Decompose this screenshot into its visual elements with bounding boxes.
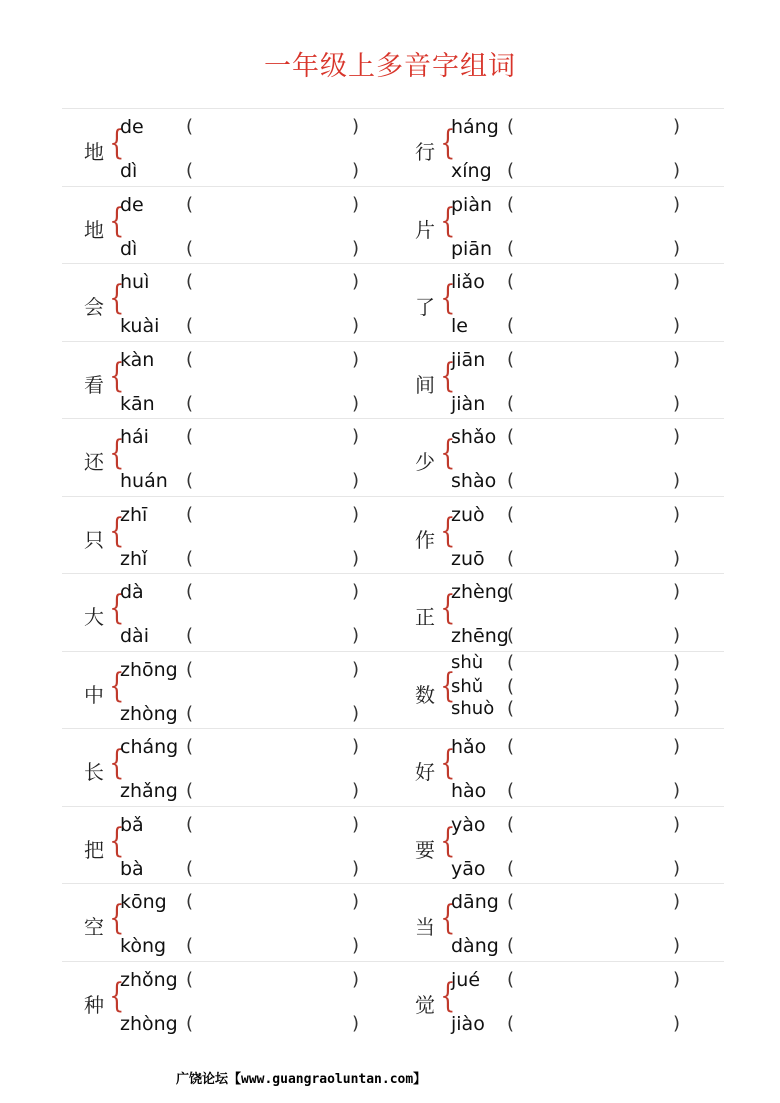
pinyin: dì bbox=[120, 237, 138, 260]
reading-entry bbox=[451, 115, 711, 139]
close-paren: ) bbox=[352, 392, 360, 414]
close-paren: ) bbox=[352, 160, 360, 181]
open-paren: ( bbox=[507, 315, 515, 336]
character: 觉 bbox=[415, 992, 435, 1017]
word-row bbox=[62, 728, 724, 806]
close-paren: ) bbox=[673, 968, 681, 990]
reading-entry bbox=[451, 547, 711, 571]
word-row bbox=[62, 418, 724, 496]
brace-mark: { bbox=[109, 665, 125, 706]
pinyin: xíng bbox=[451, 160, 492, 182]
reading-entry bbox=[120, 392, 380, 416]
open-paren: ( bbox=[507, 237, 515, 259]
close-paren: ) bbox=[352, 968, 360, 990]
brace-mark: { bbox=[109, 355, 125, 396]
brace-mark: { bbox=[440, 355, 456, 396]
close-paren: ) bbox=[673, 271, 681, 292]
pinyin: dì bbox=[120, 160, 138, 182]
open-paren: ( bbox=[186, 968, 194, 990]
character: 只 bbox=[84, 527, 104, 552]
word-row bbox=[62, 496, 724, 574]
brace-mark: { bbox=[109, 433, 125, 473]
pinyin: huì bbox=[120, 271, 150, 293]
brace-mark: { bbox=[440, 898, 456, 938]
open-paren: ( bbox=[507, 271, 515, 292]
pinyin: huán bbox=[120, 470, 168, 492]
polyphone-item bbox=[62, 187, 393, 264]
character: 了 bbox=[415, 295, 435, 319]
close-paren: ) bbox=[352, 1012, 360, 1034]
reading-entry bbox=[120, 1012, 380, 1036]
close-paren: ) bbox=[673, 651, 681, 673]
open-paren: ( bbox=[507, 675, 515, 697]
pinyin: jiào bbox=[451, 1012, 485, 1035]
polyphone-item bbox=[393, 574, 724, 651]
character: 长 bbox=[84, 760, 104, 784]
open-paren: ( bbox=[186, 348, 194, 370]
open-paren: ( bbox=[507, 547, 515, 569]
pinyin: liǎo bbox=[451, 271, 485, 293]
pinyin: de bbox=[120, 116, 144, 138]
pinyin: hào bbox=[451, 780, 487, 802]
open-paren: ( bbox=[507, 193, 515, 215]
reading-entry bbox=[120, 503, 380, 527]
open-paren: ( bbox=[507, 1012, 515, 1034]
character: 还 bbox=[84, 450, 104, 474]
reading-entry bbox=[451, 675, 711, 699]
word-row bbox=[62, 573, 724, 651]
close-paren: ) bbox=[352, 470, 360, 491]
close-paren: ) bbox=[673, 547, 681, 569]
polyphone-item bbox=[393, 109, 724, 186]
reading-entry bbox=[451, 469, 711, 493]
close-paren: ) bbox=[673, 348, 681, 370]
close-paren: ) bbox=[673, 697, 681, 719]
reading-entry bbox=[451, 580, 711, 604]
character: 片 bbox=[415, 217, 435, 242]
close-paren: ) bbox=[352, 503, 360, 525]
close-paren: ) bbox=[673, 813, 681, 835]
close-paren: ) bbox=[673, 891, 681, 912]
word-row bbox=[62, 961, 724, 1039]
open-paren: ( bbox=[186, 392, 194, 414]
close-paren: ) bbox=[352, 426, 360, 447]
close-paren: ) bbox=[352, 857, 360, 879]
reading-entry bbox=[120, 237, 380, 261]
brace-mark: { bbox=[440, 278, 456, 318]
polyphone-item bbox=[62, 962, 393, 1039]
pinyin: háng bbox=[451, 116, 499, 138]
pinyin: zuō bbox=[451, 547, 485, 570]
close-paren: ) bbox=[673, 736, 681, 757]
reading-entry bbox=[120, 547, 380, 571]
polyphone-item bbox=[62, 264, 393, 341]
pinyin: dài bbox=[120, 625, 149, 647]
pinyin: jué bbox=[451, 968, 481, 991]
brace-mark: { bbox=[440, 588, 456, 628]
brace-mark: { bbox=[109, 123, 125, 163]
open-paren: ( bbox=[186, 470, 194, 491]
reading-entry bbox=[120, 580, 380, 604]
polyphone-item bbox=[62, 109, 393, 186]
open-paren: ( bbox=[186, 503, 194, 525]
pinyin: zhǎng bbox=[120, 780, 178, 802]
polyphone-item bbox=[393, 419, 724, 496]
pinyin: shuò bbox=[451, 697, 495, 719]
pinyin: jiàn bbox=[451, 392, 486, 415]
reading-entry bbox=[451, 779, 711, 803]
word-row bbox=[62, 806, 724, 884]
pinyin: cháng bbox=[120, 736, 179, 758]
reading-entry bbox=[451, 735, 711, 759]
brace-mark: { bbox=[109, 743, 125, 783]
polyphone-item bbox=[393, 342, 724, 419]
open-paren: ( bbox=[186, 116, 194, 137]
close-paren: ) bbox=[673, 675, 681, 697]
reading-entry bbox=[120, 624, 380, 648]
reading-entry bbox=[120, 857, 380, 881]
polyphone-item bbox=[62, 884, 393, 961]
reading-entry bbox=[451, 651, 711, 675]
word-row bbox=[62, 883, 724, 961]
pinyin: dàng bbox=[451, 935, 499, 957]
close-paren: ) bbox=[673, 1012, 681, 1034]
pinyin: kòng bbox=[120, 935, 167, 957]
character: 作 bbox=[415, 527, 435, 552]
pinyin: hǎo bbox=[451, 736, 487, 758]
pinyin: kān bbox=[120, 392, 155, 415]
polyphone-item bbox=[62, 497, 393, 574]
word-row bbox=[62, 651, 724, 729]
reading-entry bbox=[120, 348, 380, 372]
reading-entry bbox=[451, 890, 711, 914]
close-paren: ) bbox=[673, 857, 681, 879]
polyphone-grid bbox=[62, 108, 724, 1038]
word-row bbox=[62, 186, 724, 264]
close-paren: ) bbox=[673, 470, 681, 491]
character: 当 bbox=[415, 915, 435, 939]
open-paren: ( bbox=[186, 1012, 194, 1034]
pinyin: zhòng bbox=[120, 1012, 178, 1035]
character: 地 bbox=[84, 140, 104, 164]
open-paren: ( bbox=[507, 392, 515, 414]
open-paren: ( bbox=[186, 160, 194, 181]
pinyin: le bbox=[451, 315, 468, 337]
character: 种 bbox=[84, 992, 104, 1017]
reading-entry bbox=[451, 392, 711, 416]
pinyin: piàn bbox=[451, 193, 493, 216]
brace-mark: { bbox=[440, 820, 456, 861]
character: 空 bbox=[84, 915, 104, 939]
word-row bbox=[62, 341, 724, 419]
brace-mark: { bbox=[440, 743, 456, 783]
polyphone-item bbox=[62, 342, 393, 419]
pinyin: kōng bbox=[120, 891, 167, 913]
polyphone-item bbox=[62, 729, 393, 806]
open-paren: ( bbox=[186, 547, 194, 569]
close-paren: ) bbox=[352, 780, 360, 801]
open-paren: ( bbox=[186, 736, 194, 757]
close-paren: ) bbox=[673, 160, 681, 181]
character: 中 bbox=[84, 682, 104, 707]
brace-mark: { bbox=[440, 200, 456, 241]
page-title: 一年级上多音字组词 bbox=[264, 51, 516, 82]
pinyin: zhōng bbox=[120, 658, 178, 681]
pinyin: dāng bbox=[451, 891, 499, 913]
reading-entry bbox=[120, 934, 380, 958]
reading-entry bbox=[451, 934, 711, 958]
open-paren: ( bbox=[507, 736, 515, 757]
open-paren: ( bbox=[186, 935, 194, 956]
close-paren: ) bbox=[352, 625, 360, 646]
open-paren: ( bbox=[507, 935, 515, 956]
reading-entry bbox=[120, 425, 380, 449]
close-paren: ) bbox=[352, 813, 360, 835]
close-paren: ) bbox=[673, 935, 681, 956]
pinyin: zhēng bbox=[451, 625, 509, 647]
polyphone-item bbox=[62, 807, 393, 884]
polyphone-item bbox=[62, 574, 393, 651]
close-paren: ) bbox=[673, 315, 681, 336]
open-paren: ( bbox=[507, 625, 515, 646]
polyphone-item bbox=[393, 264, 724, 341]
reading-entry bbox=[120, 968, 380, 992]
character: 好 bbox=[415, 760, 435, 784]
pinyin: shào bbox=[451, 470, 497, 492]
pinyin: zuò bbox=[451, 503, 485, 526]
brace-mark: { bbox=[109, 820, 125, 861]
close-paren: ) bbox=[673, 581, 681, 602]
pinyin: hái bbox=[120, 426, 149, 448]
open-paren: ( bbox=[186, 271, 194, 292]
pinyin: zhī bbox=[120, 503, 148, 526]
open-paren: ( bbox=[507, 651, 515, 673]
reading-entry bbox=[451, 813, 711, 837]
polyphone-item bbox=[393, 884, 724, 961]
brace-mark: { bbox=[440, 433, 456, 473]
pinyin: dà bbox=[120, 581, 144, 603]
open-paren: ( bbox=[507, 581, 515, 602]
character: 会 bbox=[84, 295, 104, 319]
reading-entry bbox=[120, 813, 380, 837]
open-paren: ( bbox=[186, 813, 194, 835]
open-paren: ( bbox=[507, 116, 515, 137]
reading-entry bbox=[451, 193, 711, 217]
open-paren: ( bbox=[507, 348, 515, 370]
open-paren: ( bbox=[186, 193, 194, 215]
close-paren: ) bbox=[352, 658, 360, 680]
polyphone-item bbox=[62, 419, 393, 496]
reading-entry bbox=[120, 735, 380, 759]
pinyin: yāo bbox=[451, 857, 486, 880]
reading-entry bbox=[451, 314, 711, 338]
reading-entry bbox=[120, 159, 380, 183]
reading-entry bbox=[451, 425, 711, 449]
close-paren: ) bbox=[352, 736, 360, 757]
close-paren: ) bbox=[673, 193, 681, 215]
open-paren: ( bbox=[507, 426, 515, 447]
polyphone-item bbox=[62, 652, 393, 729]
close-paren: ) bbox=[352, 891, 360, 912]
brace-mark: { bbox=[109, 278, 125, 318]
pinyin: jiān bbox=[451, 348, 486, 371]
polyphone-item bbox=[393, 729, 724, 806]
pinyin: yào bbox=[451, 813, 486, 836]
close-paren: ) bbox=[673, 237, 681, 259]
footer-source: 广饶论坛【www.guangraoluntan.com】 bbox=[176, 1072, 427, 1087]
polyphone-item bbox=[393, 187, 724, 264]
character: 地 bbox=[84, 217, 104, 242]
reading-entry bbox=[120, 702, 380, 726]
reading-entry bbox=[451, 968, 711, 992]
character: 看 bbox=[84, 372, 104, 397]
reading-entry bbox=[120, 779, 380, 803]
reading-entry bbox=[120, 270, 380, 294]
pinyin: zhǒng bbox=[120, 968, 178, 991]
open-paren: ( bbox=[507, 697, 515, 719]
polyphone-item bbox=[393, 962, 724, 1039]
reading-entry bbox=[120, 115, 380, 139]
reading-entry bbox=[451, 624, 711, 648]
character: 行 bbox=[415, 140, 435, 164]
reading-entry bbox=[451, 857, 711, 881]
open-paren: ( bbox=[507, 470, 515, 491]
polyphone-item bbox=[393, 807, 724, 884]
word-row bbox=[62, 108, 724, 186]
open-paren: ( bbox=[507, 813, 515, 835]
brace-mark: { bbox=[109, 975, 125, 1016]
pinyin: shǔ bbox=[451, 675, 484, 697]
character: 数 bbox=[415, 682, 435, 707]
open-paren: ( bbox=[186, 891, 194, 912]
pinyin: piān bbox=[451, 237, 493, 260]
close-paren: ) bbox=[352, 581, 360, 602]
reading-entry bbox=[120, 193, 380, 217]
open-paren: ( bbox=[186, 780, 194, 801]
close-paren: ) bbox=[352, 348, 360, 370]
close-paren: ) bbox=[352, 702, 360, 724]
reading-entry bbox=[451, 1012, 711, 1036]
pinyin: bǎ bbox=[120, 813, 144, 836]
reading-entry bbox=[451, 237, 711, 261]
reading-entry bbox=[451, 503, 711, 527]
pinyin: kàn bbox=[120, 348, 155, 371]
pinyin: shǎo bbox=[451, 426, 497, 448]
pinyin: zhǐ bbox=[120, 547, 148, 570]
close-paren: ) bbox=[352, 271, 360, 292]
close-paren: ) bbox=[352, 935, 360, 956]
open-paren: ( bbox=[507, 891, 515, 912]
close-paren: ) bbox=[673, 625, 681, 646]
close-paren: ) bbox=[352, 315, 360, 336]
brace-mark: { bbox=[109, 588, 125, 628]
reading-entry bbox=[451, 348, 711, 372]
pinyin: bà bbox=[120, 857, 144, 880]
character: 要 bbox=[415, 837, 435, 862]
open-paren: ( bbox=[186, 426, 194, 447]
brace-mark: { bbox=[440, 510, 456, 551]
close-paren: ) bbox=[673, 392, 681, 414]
open-paren: ( bbox=[186, 315, 194, 336]
pinyin: shù bbox=[451, 651, 484, 673]
open-paren: ( bbox=[186, 658, 194, 680]
close-paren: ) bbox=[352, 547, 360, 569]
close-paren: ) bbox=[352, 116, 360, 137]
open-paren: ( bbox=[186, 857, 194, 879]
open-paren: ( bbox=[186, 581, 194, 602]
open-paren: ( bbox=[186, 237, 194, 259]
brace-mark: { bbox=[109, 200, 125, 241]
word-row bbox=[62, 263, 724, 341]
pinyin: de bbox=[120, 193, 144, 216]
close-paren: ) bbox=[352, 237, 360, 259]
open-paren: ( bbox=[186, 702, 194, 724]
close-paren: ) bbox=[673, 503, 681, 525]
character: 少 bbox=[415, 450, 435, 474]
polyphone-item bbox=[393, 497, 724, 574]
polyphone-item bbox=[393, 652, 724, 729]
reading-entry bbox=[451, 159, 711, 183]
open-paren: ( bbox=[507, 503, 515, 525]
brace-mark: { bbox=[440, 975, 456, 1016]
character: 大 bbox=[84, 605, 104, 629]
character: 把 bbox=[84, 837, 104, 862]
brace-mark: { bbox=[440, 665, 456, 706]
close-paren: ) bbox=[673, 780, 681, 801]
character: 间 bbox=[415, 372, 435, 397]
pinyin: kuài bbox=[120, 315, 160, 337]
reading-entry bbox=[120, 890, 380, 914]
pinyin: zhèng bbox=[451, 581, 509, 603]
reading-entry bbox=[120, 469, 380, 493]
brace-mark: { bbox=[109, 510, 125, 551]
open-paren: ( bbox=[507, 857, 515, 879]
reading-entry bbox=[120, 314, 380, 338]
reading-entry bbox=[451, 697, 711, 721]
pinyin: zhòng bbox=[120, 702, 178, 725]
reading-entry bbox=[451, 270, 711, 294]
open-paren: ( bbox=[507, 968, 515, 990]
close-paren: ) bbox=[352, 193, 360, 215]
open-paren: ( bbox=[507, 160, 515, 181]
open-paren: ( bbox=[186, 625, 194, 646]
close-paren: ) bbox=[673, 116, 681, 137]
reading-entry bbox=[120, 658, 380, 682]
brace-mark: { bbox=[109, 898, 125, 938]
brace-mark: { bbox=[440, 123, 456, 163]
character: 正 bbox=[415, 605, 435, 629]
open-paren: ( bbox=[507, 780, 515, 801]
close-paren: ) bbox=[673, 426, 681, 447]
